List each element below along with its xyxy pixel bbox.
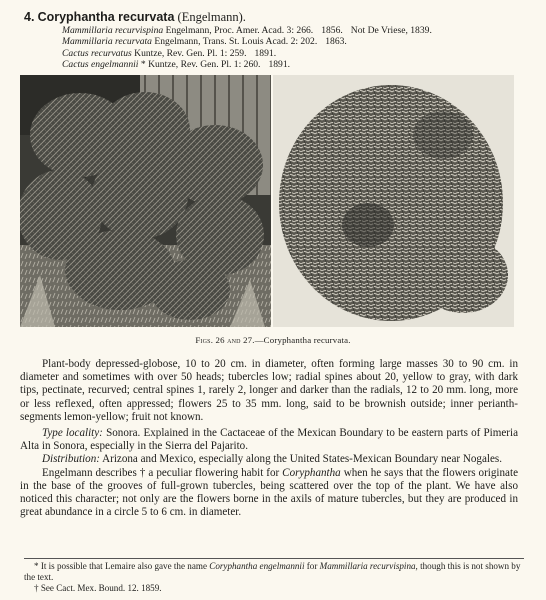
distribution-paragraph (20, 453, 518, 466)
synonym-note: Not De Vriese, 1839. (350, 25, 432, 36)
footnotes (24, 561, 524, 593)
type-locality-text: Sonora. Explained in the Cactaceae of the Mexican Boundary to be eastern parts of Pimeria Alta in Sonora, especially in the Sierra del Pajarito. (20, 427, 519, 453)
synonym-name: Mammillaria recurvata (62, 36, 152, 48)
synonym-year: 1863. (325, 36, 347, 48)
distribution-label: Distribution: (42, 453, 100, 466)
type-locality-label: Type locality: (42, 427, 103, 440)
synonym-citation: Kuntze, Rev. Gen. Pl. 1: 259. (134, 47, 247, 59)
footnote-text: though this is not shown by the text. (24, 561, 521, 582)
caption-label: Figs. 26 and 27. (195, 335, 255, 345)
figure-caption (0, 335, 546, 345)
synonym-citation: Engelmann, Proc. Amer. Acad. 3: 266. (165, 25, 314, 36)
clustered-cactus-photo (20, 75, 271, 327)
flowering-text-1: Engelmann describes † a peculiar flowering habit for (42, 466, 283, 479)
synonym-year: 1856. (321, 25, 343, 36)
flowering-genus: Coryphantha (282, 466, 341, 479)
species-authority: (Engelmann). (177, 10, 246, 24)
synonym-year: 1891. (268, 59, 291, 71)
synonym-line (62, 59, 432, 70)
caption-text: —Coryphantha recurvata. (254, 335, 351, 345)
single-cactus-head-photo (273, 75, 514, 327)
flowering-paragraph (20, 467, 518, 520)
synonym-name: Cactus engelmannii (62, 59, 139, 71)
description-paragraph: Plant-body depressed-globose, 10 to 20 cm. in diameter, often forming large masses 30 to 90 cm. in diameter and sometimes with over 50 heads; tubercles low; radial spines about 20, yellow to gray, with dark tips, pectinate, recurved; central spines 1, rarely 2, longer and darker than the radials, 12 to 20 mm. long, more or less reflexed, often appressed; flowers 25 to 35 mm. long, said to be brownish outside; inner perianth-segments lemon-yellow; fruit not known. (20, 358, 518, 423)
synonym-line (62, 36, 432, 47)
flowering-text-2: when he says that the flowers originate in the base of the grooves of full-grown tubercles, being scattered over the top of the plant. We have also noticed this character; not only are the flowers borne in the axils of mature tubercles, but they are produced in great abundance in a circle 5 to 6 cm. in diameter. (20, 466, 518, 519)
species-heading (24, 10, 246, 25)
type-locality-paragraph (20, 427, 518, 453)
species-number: 4. (24, 10, 35, 24)
footnote-asterisk (24, 561, 524, 583)
synonym-line (62, 25, 432, 36)
footnote-text: for (304, 561, 320, 571)
synonym-name: Mammillaria recurvispina (62, 25, 164, 36)
synonym-line (62, 48, 432, 59)
synonym-year: 1891. (254, 47, 277, 59)
distribution-text: Arizona and Mexico, especially along the United States-Mexican Boundary near Nogales. (99, 453, 502, 466)
species-description-block (20, 358, 518, 519)
footnote-divider (24, 558, 524, 559)
synonym-citation: Engelmann, Trans. St. Louis Acad. 2: 202. (154, 36, 318, 48)
synonym-list (62, 25, 432, 71)
species-name: Coryphantha recurvata (37, 10, 175, 24)
footnote-name: Mammillaria recurvispina, (319, 561, 418, 571)
footnote-text: * It is possible that Lemaire also gave the name (34, 561, 210, 571)
footnote-name: Coryphantha engelmannii (209, 561, 305, 571)
synonym-name: Cactus recurvatus (62, 47, 132, 59)
synonym-citation: * Kuntze, Rev. Gen. Pl. 1: 260. (140, 59, 261, 71)
footnote-dagger: † See Cact. Mex. Bound. 12. 1859. (34, 582, 162, 593)
